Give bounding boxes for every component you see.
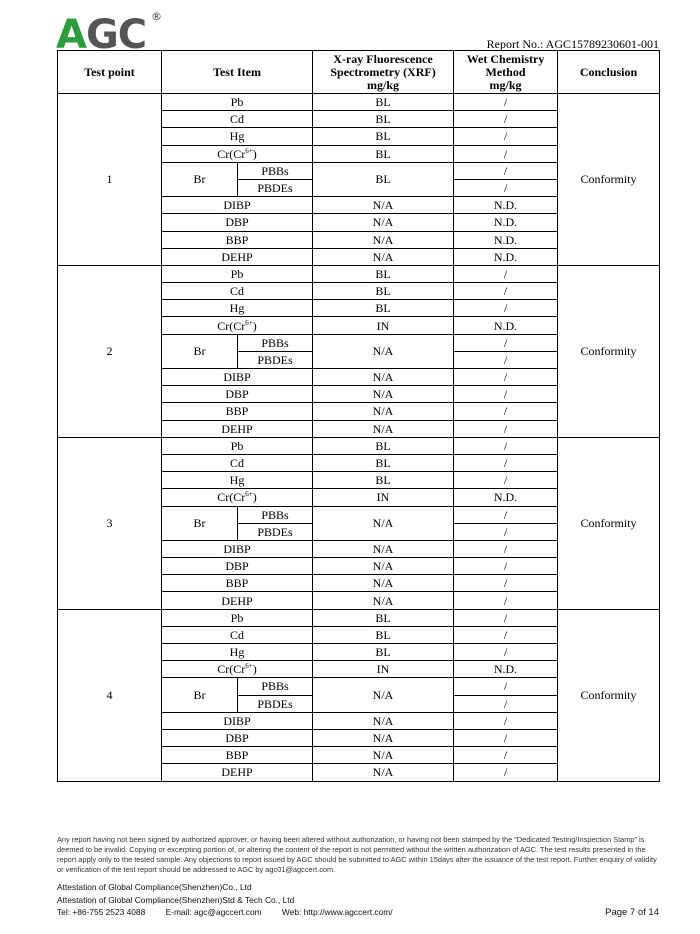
footer-email: E-mail: agc@agccert.com <box>165 907 262 917</box>
xrf-cell: BL <box>313 265 454 282</box>
agc-logo <box>56 8 166 52</box>
header-wet-line3: mg/kg <box>489 77 522 92</box>
test-item-cell: Pb <box>162 609 313 626</box>
wet-cell: / <box>454 94 558 111</box>
wet-cell: / <box>454 678 558 695</box>
table-row <box>58 437 660 454</box>
xrf-cell: N/A <box>313 369 454 386</box>
test-item-cell: BBP <box>162 403 313 420</box>
xrf-cell: BL <box>313 283 454 300</box>
br-cell: Br <box>162 334 238 368</box>
xrf-cell: N/A <box>313 678 454 712</box>
conclusion-cell: Conformity <box>558 265 660 437</box>
test-item-cell: Cd <box>162 454 313 471</box>
wet-cell: / <box>454 695 558 712</box>
test-item-cell: Hg <box>162 300 313 317</box>
test-results-table <box>57 50 660 782</box>
header-xrf-line2: Spectrometry (XRF) <box>330 64 436 79</box>
company-name-1: Attestation of Global Compliance(Shenzhen)Co., Ltd <box>57 882 252 892</box>
header-xrf-line1: X-ray Fluorescence <box>333 51 433 66</box>
cr-label: Cr(Cr <box>217 318 246 333</box>
br-cell: Br <box>162 678 238 712</box>
wet-cell: / <box>454 111 558 128</box>
test-point-cell: 3 <box>58 437 162 609</box>
wet-cell: / <box>454 729 558 746</box>
wet-cell: N.D. <box>454 489 558 506</box>
wet-cell: / <box>454 369 558 386</box>
test-item-cell: DBP <box>162 729 313 746</box>
wet-cell: / <box>454 764 558 781</box>
wet-cell: / <box>454 145 558 162</box>
test-item-cell <box>162 661 313 678</box>
xrf-cell: N/A <box>313 729 454 746</box>
test-item-cell: BBP <box>162 575 313 592</box>
header-conclusion: Conclusion <box>558 51 660 94</box>
test-item-cell: DBP <box>162 214 313 231</box>
test-item-cell: Hg <box>162 472 313 489</box>
header-wet-chemistry <box>454 51 558 94</box>
xrf-cell: N/A <box>313 764 454 781</box>
xrf-cell: N/A <box>313 334 454 368</box>
xrf-cell: BL <box>313 454 454 471</box>
xrf-cell: BL <box>313 111 454 128</box>
test-subitem-cell: PBDEs <box>238 695 313 712</box>
wet-cell: / <box>454 300 558 317</box>
table-row <box>58 609 660 626</box>
xrf-cell: BL <box>313 145 454 162</box>
header-test-item: Test Item <box>162 51 313 94</box>
report-number: Report No.: AGC15789230601-001 <box>486 37 659 51</box>
wet-cell: / <box>454 128 558 145</box>
test-item-cell: DEHP <box>162 764 313 781</box>
test-item-cell: DIBP <box>162 712 313 729</box>
xrf-cell: N/A <box>313 248 454 265</box>
test-item-cell: DIBP <box>162 540 313 557</box>
test-item-cell: BBP <box>162 231 313 248</box>
cr-label: Cr(Cr <box>217 662 246 677</box>
cr-close: ) <box>252 662 257 677</box>
wet-cell: / <box>454 437 558 454</box>
xrf-cell: N/A <box>313 197 454 214</box>
company-name-2: Attestation of Global Compliance(Shenzhen)Std & Tech Co., Ltd <box>57 895 295 905</box>
xrf-cell: N/A <box>313 592 454 609</box>
test-point-cell: 2 <box>58 265 162 437</box>
disclaimer-text: Any report having not been signed by authorized approver, or having been altered without authorization, or having not been stamped by the “Dedicated Testing/Inspection Stamp” is deemed to be invalid. Copying or excerpting portion of, or altering the content of the report is not permitted without the written authorization of AGC. The test results presented in the report apply only to the tested sample. Any objections to report issued by AGC should be submitted to AGC within 15days after the issuance of the test report. Further enquiry of validity or verification of the test report should be addressed to AGC by agc01@agccert.com. <box>57 835 657 874</box>
br-cell: Br <box>162 162 238 196</box>
xrf-cell: N/A <box>313 231 454 248</box>
xrf-cell: BL <box>313 162 454 196</box>
xrf-cell: BL <box>313 472 454 489</box>
header-wet-line2: Method <box>485 64 526 79</box>
wet-cell: N.D. <box>454 661 558 678</box>
wet-cell: / <box>454 609 558 626</box>
logo-text: AGC <box>56 12 147 52</box>
test-item-cell: DIBP <box>162 197 313 214</box>
wet-cell: / <box>454 747 558 764</box>
test-item-cell: DBP <box>162 386 313 403</box>
cr-close: ) <box>252 146 257 161</box>
xrf-cell: N/A <box>313 506 454 540</box>
header-xrf-line3: mg/kg <box>367 77 400 92</box>
test-item-cell: DEHP <box>162 248 313 265</box>
registered-mark-icon: ® <box>151 10 162 23</box>
conclusion-cell: Conformity <box>558 94 660 266</box>
test-subitem-cell: PBDEs <box>238 179 313 196</box>
wet-cell: / <box>454 575 558 592</box>
footer-tel: Tel: +86-755 2523 4088 <box>57 907 146 917</box>
xrf-cell: BL <box>313 644 454 661</box>
wet-cell: N.D. <box>454 317 558 334</box>
xrf-cell: BL <box>313 128 454 145</box>
wet-cell: / <box>454 334 558 351</box>
wet-cell: N.D. <box>454 197 558 214</box>
wet-cell: / <box>454 644 558 661</box>
cr-close: ) <box>252 490 257 505</box>
table-body <box>58 94 660 782</box>
test-item-cell: Pb <box>162 94 313 111</box>
wet-cell: / <box>454 265 558 282</box>
xrf-cell: BL <box>313 437 454 454</box>
test-point-cell: 1 <box>58 94 162 266</box>
wet-cell: N.D. <box>454 248 558 265</box>
test-item-cell: DIBP <box>162 369 313 386</box>
xrf-cell: N/A <box>313 214 454 231</box>
wet-cell: N.D. <box>454 231 558 248</box>
wet-cell: / <box>454 454 558 471</box>
test-item-cell <box>162 317 313 334</box>
xrf-cell: BL <box>313 626 454 643</box>
xrf-cell: N/A <box>313 403 454 420</box>
conclusion-cell: Conformity <box>558 609 660 781</box>
conclusion-cell: Conformity <box>558 437 660 609</box>
table-row <box>58 265 660 282</box>
test-subitem-cell: PBBs <box>238 334 313 351</box>
xrf-cell: IN <box>313 489 454 506</box>
cr-superscript: 6+ <box>245 146 253 155</box>
wet-cell: / <box>454 283 558 300</box>
test-item-cell: DBP <box>162 558 313 575</box>
footer-web: Web: http://www.agccert.com/ <box>281 907 393 917</box>
wet-cell: / <box>454 712 558 729</box>
wet-cell: / <box>454 162 558 179</box>
test-item-cell <box>162 489 313 506</box>
xrf-cell: N/A <box>313 420 454 437</box>
cr-label: Cr(Cr <box>217 490 246 505</box>
xrf-cell: N/A <box>313 575 454 592</box>
xrf-cell: N/A <box>313 386 454 403</box>
test-subitem-cell: PBDEs <box>238 523 313 540</box>
table-row <box>58 94 660 111</box>
test-item-cell: Pb <box>162 437 313 454</box>
xrf-cell: N/A <box>313 540 454 557</box>
test-item-cell: Cd <box>162 283 313 300</box>
cr-superscript: 6+ <box>245 318 253 327</box>
xrf-cell: N/A <box>313 747 454 764</box>
test-subitem-cell: PBBs <box>238 162 313 179</box>
cr-superscript: 6+ <box>245 662 253 671</box>
wet-cell: / <box>454 403 558 420</box>
xrf-cell: IN <box>313 661 454 678</box>
xrf-cell: IN <box>313 317 454 334</box>
test-subitem-cell: PBDEs <box>238 351 313 368</box>
br-cell: Br <box>162 506 238 540</box>
xrf-cell: N/A <box>313 558 454 575</box>
cr-close: ) <box>252 318 257 333</box>
xrf-cell: BL <box>313 609 454 626</box>
xrf-cell: BL <box>313 300 454 317</box>
wet-cell: / <box>454 351 558 368</box>
wet-cell: / <box>454 179 558 196</box>
wet-cell: / <box>454 506 558 523</box>
wet-cell: / <box>454 420 558 437</box>
test-item-cell: Cd <box>162 111 313 128</box>
test-point-cell: 4 <box>58 609 162 781</box>
wet-cell: / <box>454 626 558 643</box>
wet-cell: / <box>454 386 558 403</box>
xrf-cell: N/A <box>313 712 454 729</box>
wet-cell: / <box>454 472 558 489</box>
test-item-cell: Hg <box>162 128 313 145</box>
test-subitem-cell: PBBs <box>238 506 313 523</box>
test-item-cell: Cd <box>162 626 313 643</box>
test-item-cell <box>162 145 313 162</box>
test-item-cell: BBP <box>162 747 313 764</box>
cr-superscript: 6+ <box>245 490 253 499</box>
wet-cell: / <box>454 558 558 575</box>
table-header-row <box>58 51 660 94</box>
test-item-cell: DEHP <box>162 592 313 609</box>
header-test-point: Test point <box>58 51 162 94</box>
page-number: Page 7 of 14 <box>605 907 659 918</box>
wet-cell: / <box>454 523 558 540</box>
test-item-cell: DEHP <box>162 420 313 437</box>
wet-cell: / <box>454 592 558 609</box>
footer-contact <box>57 907 411 917</box>
cr-label: Cr(Cr <box>217 146 246 161</box>
test-item-cell: Pb <box>162 265 313 282</box>
header-wet-line1: Wet Chemistry <box>466 51 545 66</box>
wet-cell: / <box>454 540 558 557</box>
header-xrf <box>313 51 454 94</box>
wet-cell: N.D. <box>454 214 558 231</box>
xrf-cell: BL <box>313 94 454 111</box>
test-item-cell: Hg <box>162 644 313 661</box>
test-subitem-cell: PBBs <box>238 678 313 695</box>
